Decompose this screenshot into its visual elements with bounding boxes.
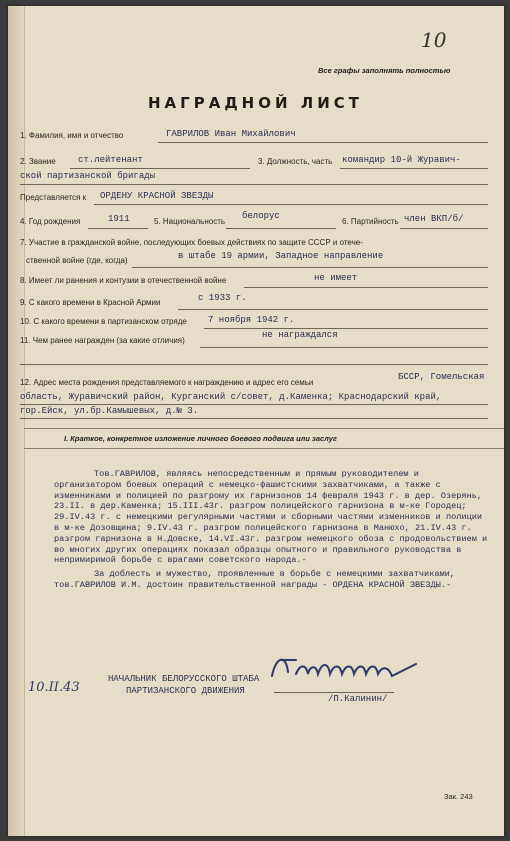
field-6-value: член ВКП/б/ <box>404 214 464 224</box>
field-5-value: белорус <box>242 211 280 221</box>
signatory-position-1: НАЧАЛЬНИК БЕЛОРУССКОГО ШТАБА <box>108 674 260 684</box>
field-3-value: командир 10-й Журавич- <box>342 155 461 165</box>
field-7-value: в штабе 19 армии, Западное направление <box>178 251 384 261</box>
field-7-label-b: ственной войне (где, когда) <box>26 256 128 265</box>
field-4-value: 1911 <box>108 214 130 224</box>
field-7-line <box>132 267 488 268</box>
field-8-line <box>244 287 488 288</box>
feat-description <box>54 469 489 591</box>
field-8-label: 8. Имеет ли ранения и контузии в отечественной войне <box>20 276 227 285</box>
field-3-line-2 <box>20 184 488 185</box>
recommended-for-line <box>94 204 488 205</box>
field-3-label: 3. Должность, часть <box>258 157 333 166</box>
field-12-line-3 <box>20 418 488 419</box>
handwritten-date: 10.II.43 <box>28 680 80 695</box>
section-divider-top <box>24 428 504 429</box>
field-12-line-2 <box>20 404 488 405</box>
field-7-label-a: 7. Участие в гражданской войне, последующих боевых действиях по защите СССР и отече- <box>20 238 363 247</box>
signature-line <box>274 692 394 693</box>
field-12-value-3: гор.Ейск, ул.бр.Камышевых, д.№ 3. <box>20 406 199 416</box>
recommended-for-value: ОРДЕНУ КРАСНОЙ ЗВЕЗДЫ <box>100 191 214 201</box>
blank-line-1 <box>20 364 488 365</box>
field-1-line <box>158 142 488 143</box>
signatory-position-2: ПАРТИЗАНСКОГО ДВИЖЕНИЯ <box>126 686 245 696</box>
section-divider-bottom <box>24 448 504 449</box>
footer-order-number: Зак. 243 <box>444 792 473 801</box>
field-2-label: 2. Звание <box>20 157 56 166</box>
field-5-line <box>226 228 336 229</box>
field-2-line <box>70 168 250 169</box>
field-9-line <box>178 309 488 310</box>
field-4-label: 4. Год рождения <box>20 217 81 226</box>
field-11-line <box>200 347 488 348</box>
field-3-line <box>340 168 488 169</box>
field-9-label: 9. С какого времени в Красной Армии <box>20 298 161 307</box>
field-5-label: 5. Национальность <box>154 217 226 226</box>
section-title: I. Краткое, конкретное изложение личного боевого подвига или заслуг <box>64 434 337 443</box>
field-4-line <box>88 228 148 229</box>
signatory-name: /П.Калинин/ <box>328 694 388 704</box>
field-1-label: 1. Фамилия, имя и отчество <box>20 131 124 140</box>
document-title: НАГРАДНОЙ ЛИСТ <box>148 94 364 112</box>
field-10-value: 7 ноября 1942 г. <box>208 315 295 325</box>
feat-paragraph: За доблесть и мужество, проявленные в борьбе с немецкими захватчиками, тов.ГАВРИЛОВ И.М. достоин правительственной награды - ОРДЕНА КРАСНОЙ ЗВЕЗДЫ.- <box>54 569 455 590</box>
field-12-value-1: БССР, Гомельская <box>398 372 485 382</box>
field-9-value: с 1933 г. <box>198 293 247 303</box>
field-1-value: ГАВРИЛОВ Иван Михайлович <box>166 129 296 139</box>
page-number-handwritten: 10 <box>421 28 447 52</box>
field-6-line <box>400 228 488 229</box>
field-11-label: 11. Чем ранее награжден (за какие отличия) <box>20 336 185 345</box>
field-8-value: не имеет <box>314 273 358 283</box>
handwritten-signature <box>266 646 426 696</box>
field-12-label: 12. Адрес места рождения представляемого к награждению и адрес его семьи <box>20 378 314 387</box>
recommended-for-label: Представляется к <box>20 193 87 202</box>
field-6-label: 6. Партийность <box>342 217 399 226</box>
field-11-value: не награждался <box>262 330 338 340</box>
field-2-value: ст.лейтенант <box>78 155 143 165</box>
feat-paragraph: Тов.ГАВРИЛОВ, являясь непосредственным и прямым руководителем и организатором боевых операций с немецко-фашистскими захватчиками, а также с изменниками и полицией по разгрому их гарнизонов 14 февраля 1943 г. в дер. Озерянь, 23.II. в дер.Каменка; 15.III.43г. разгром полицейского гарнизона в м-ке Городец; 29.IV.43 г. с немецкими регулярными частями и сборными частями изменников и полиции в м-ке Дозовщина; 9.IV.43 г. разгром полицейского гарнизона в Манюхо, 21.IV.43 г. разгром гарнизона в Н.Довске, 14.VI.43г. разгром немецкого обоза с продовольствием и во многих других операциях показал образцы опытного и правильного руководства в непримиримой борьбе с врагами советского народа.- <box>54 469 488 566</box>
field-3-value-2: ской партизанской бригады <box>20 171 156 181</box>
field-12-value-2: область, Журавичский район, Курганский с/совет, д.Каменка; Краснодарский край, <box>20 392 442 402</box>
field-10-line <box>204 328 488 329</box>
award-sheet-page <box>8 6 504 836</box>
header-note: Все графы заполнять полностью <box>318 66 451 75</box>
field-10-label: 10. С какого времени в партизанском отряде <box>20 317 187 326</box>
